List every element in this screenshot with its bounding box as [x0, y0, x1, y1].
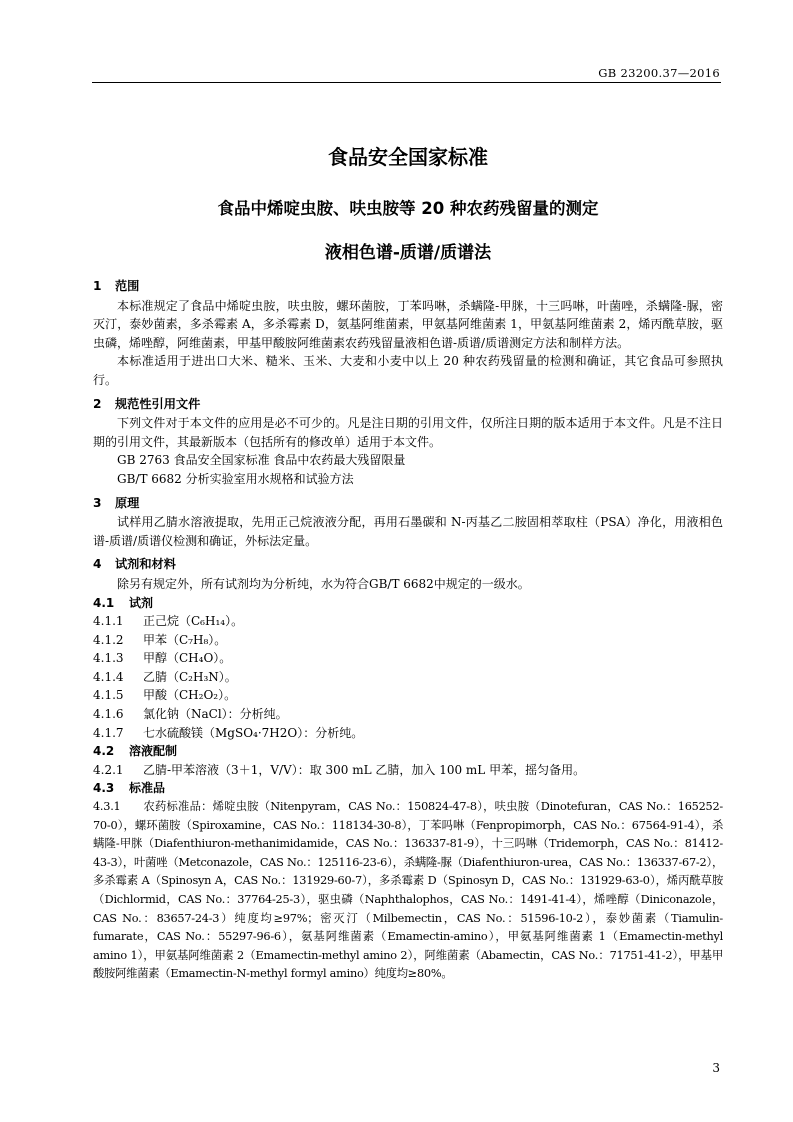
- item-text: 七水硫酸镁（MgSO₄·7H2O）：分析纯。: [143, 725, 364, 740]
- reference-item: GB 2763 食品安全国家标准 食品中农药最大残留限量: [117, 453, 406, 468]
- section-title: 范围: [115, 279, 140, 293]
- document-body: [93, 272, 723, 984]
- item-text: 乙腈（C₂H₃N）。: [143, 669, 237, 684]
- item-text: 正己烷（C₆H₁₄）。: [143, 614, 244, 629]
- section-2-heading: [93, 395, 723, 414]
- section-3-heading: [93, 494, 723, 513]
- subsection-4-3-heading: [93, 779, 723, 798]
- reagent-item: [93, 686, 723, 705]
- item-text: 甲苯（C₇H₈）。: [143, 632, 227, 647]
- item-number: 4.1.1: [93, 614, 124, 629]
- item-number: 4.1.5: [93, 688, 124, 703]
- document-subtitle: 食品中烯啶虫胺、呋虫胺等 20 种农药残留量的测定: [217, 199, 599, 218]
- reagents-intro: 除另有规定外，所有试剂均为分析纯，水为符合GB/T 6682中规定的一级水。: [117, 576, 530, 591]
- solution-item: [93, 761, 723, 780]
- subsection-title: 试剂: [129, 595, 154, 610]
- scope-paragraph-2: 本标准适用于进出口大米、糙米、玉米、大麦和小麦中以上 20 种农药残留量的检测和确证，其它食品可参照执行。: [93, 354, 723, 387]
- item-number: 4.1.4: [93, 669, 124, 684]
- scope-paragraph-1: 本标准规定了食品中烯啶虫胺，呋虫胺，螺环菌胺，丁苯吗啉，杀螨隆-甲脒，十三吗啉，叶菌唑，杀螨隆-脲，密灭汀，泰妙菌素，多杀霉素 A，多杀霉素 D，氨基阿维菌素，甲氨基阿维菌素 1，甲氨基阿维菌素 2，烯丙酰草胺，驱虫磷，烯唑醇，阿维菌素，甲基甲酸胺阿维菌素农药残留量液相色谱-质谱/质谱测定方法和制样方法。: [93, 298, 723, 350]
- item-number: 4.1.3: [93, 651, 124, 666]
- item-number: 4.1.6: [93, 707, 124, 722]
- subsection-title: 溶液配制: [129, 744, 178, 759]
- standard-code: GB 23200.37—2016: [598, 66, 720, 80]
- item-text: 甲醇（CH₄O）。: [143, 651, 232, 666]
- reagent-item: [93, 724, 723, 743]
- subsection-4-2-heading: [93, 742, 723, 761]
- item-number: 4.2.1: [93, 762, 124, 777]
- standards-item: [93, 798, 723, 984]
- section-title: 原理: [115, 495, 140, 510]
- item-number: 4.1.2: [93, 632, 124, 647]
- item-text: 乙腈-甲苯溶液（3＋1，V/V）：取 300 mL 乙腈，加入 100 mL 甲苯，摇匀备用。: [143, 762, 586, 777]
- document-title: 食品安全国家标准: [328, 145, 488, 169]
- reagent-item: [93, 649, 723, 668]
- section-number: 1: [93, 279, 102, 293]
- subsection-number: 4.1: [93, 595, 115, 610]
- section-number: 2: [93, 396, 102, 411]
- references-paragraph: 下列文件对于本文件的应用是必不可少的。凡是注日期的引用文件，仅所注日期的版本适用于本文件。凡是不注日期的引用文件，其最新版本（包括所有的修改单）适用于本文件。: [93, 416, 723, 449]
- subsection-4-1-heading: [93, 594, 723, 613]
- header-divider: [92, 82, 721, 83]
- item-text: 氯化钠（NaCl）：分析纯。: [143, 707, 288, 722]
- page-number: 3: [712, 1061, 720, 1075]
- reagent-item: [93, 668, 723, 687]
- reference-item: GB/T 6682 分析实验室用水规格和试验方法: [117, 471, 354, 486]
- section-title: 规范性引用文件: [115, 396, 201, 411]
- subsection-number: 4.2: [93, 744, 115, 759]
- item-text: 农药标准品：烯啶虫胺（Nitenpyram，CAS No.：150824-47-8），呋虫胺（Dinotefuran，CAS No.：165252-70-0），螺环菌胺（Spiroxamine，CAS No.：118134-30-8），丁苯吗啉（Fenpropimorph，CAS No.：67564-91-4），杀螨隆-甲脒（Diafenthiuron-methanimidamide，CAS No.：136337-81-9），十三吗啉（Tridemorph，CAS No.：81412-43-3），叶菌唑（Metconazole，CAS No.：125116-23-6），杀螨隆-脲（Diafenthiuron-urea，CAS No.：136337-67-2），多杀霉素 A（Spinosyn A，CAS No.：131929-60-7），多杀霉素 D（Spinosyn D，CAS No.：131929-63-0），烯丙酰草胺（Dichlormid，CAS No.：37764-25-3），驱虫磷（Naphthalophos，CAS No.：1491-41-4），烯唑醇（Diniconazole，CAS No.：83657-24-3）纯度均≥97%；密灭汀（Milbemectin，CAS No.：51596-10-2），泰妙菌素（Tiamulin-fumarate，CAS No.：55297-96-6），氨基阿维菌素（Emamectin-amino），甲氨基阿维菌素 1（Emamectin-methyl amino 1），甲氨基阿维菌素 2（Emamectin-methyl amino 2），阿维菌素（Abamectin，CAS No.：71751-41-2），甲基甲酸胺阿维菌素（Emamectin-N-methyl formyl amino）纯度均≥80%。: [93, 800, 723, 981]
- section-number: 4: [93, 557, 102, 572]
- reagent-item: [93, 705, 723, 724]
- section-4-heading: [93, 555, 723, 574]
- principle-paragraph: 试样用乙腈水溶液提取，先用正己烷液液分配，再用石墨碳和 N-丙基乙二胺固相萃取柱（PSA）净化，用液相色谱-质谱/质谱仪检测和确证，外标法定量。: [93, 515, 723, 548]
- section-title: 试剂和材料: [115, 557, 176, 572]
- item-number: 4.3.1: [93, 800, 121, 814]
- item-text: 甲酸（CH₂O₂）。: [143, 688, 237, 703]
- section-number: 3: [93, 495, 102, 510]
- reagent-item: [93, 631, 723, 650]
- method-title: 液相色谱-质谱/质谱法: [324, 243, 492, 263]
- reagent-item: [93, 612, 723, 631]
- item-number: 4.1.7: [93, 725, 124, 740]
- subsection-title: 标准品: [129, 781, 166, 796]
- subsection-number: 4.3: [93, 781, 115, 796]
- section-1-heading: [93, 277, 723, 296]
